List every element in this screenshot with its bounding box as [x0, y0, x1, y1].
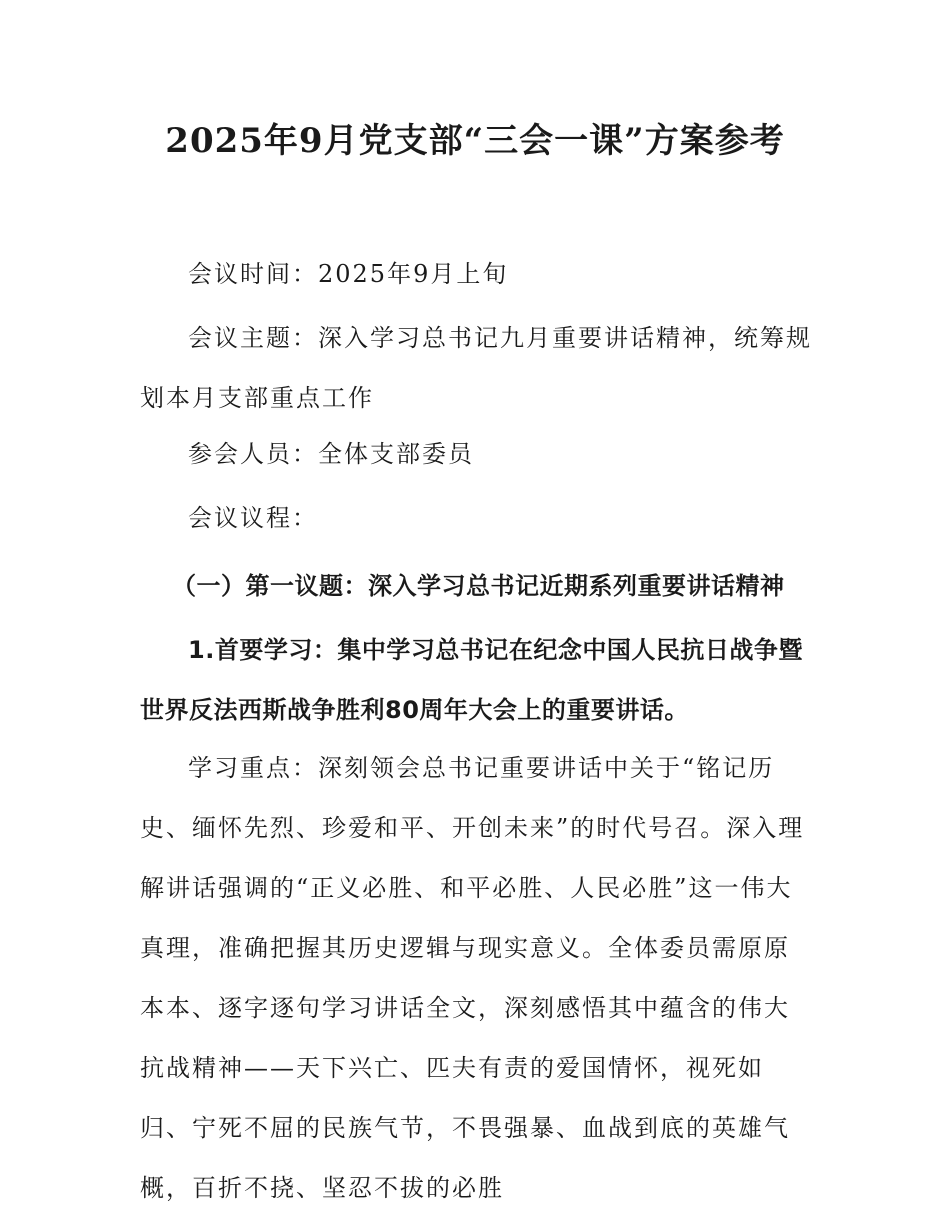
meeting-time-paragraph: 会议时间：2025年9月上旬 — [188, 260, 509, 288]
agenda-label-paragraph: 会议议程： — [188, 504, 318, 532]
document-title: 2025年9月党支部“三会一课”方案参考 — [165, 121, 785, 161]
meeting-theme-paragraph: 会议主题：深入学习总书记九月重要讲话精神，统筹规划本月支部重点工作 — [140, 324, 812, 412]
study-focus-paragraph: 学习重点：深刻领会总书记重要讲话中关于“铭记历史、缅怀先烈、珍爱和平、开创未来”的时代号召。深入理解讲话强调的“正义必胜、和平必胜、人民必胜”这一伟大真理，准确把握其历史逻辑与现实意义。全体委员需原原本本、逐字逐句学习讲话全文，深刻感悟其中蕴含的伟大抗战精神——天下兴亡、匹夫有责的爱国情怀，视死如归、宁死不屈的民族气节，不畏强暴、血战到底的英雄气概，百折不挠、坚忍不拔的必胜 — [140, 754, 805, 1202]
first-study-item: 1.首要学习：集中学习总书记在纪念中国人民抗日战争暨世界反法西斯战争胜利80周年大会上的重要讲话。 — [140, 636, 803, 724]
section-heading-1: （一）第一议题：深入学习总书记近期系列重要讲话精神 — [172, 572, 785, 600]
attendees-paragraph: 参会人员：全体支部委员 — [188, 440, 474, 468]
